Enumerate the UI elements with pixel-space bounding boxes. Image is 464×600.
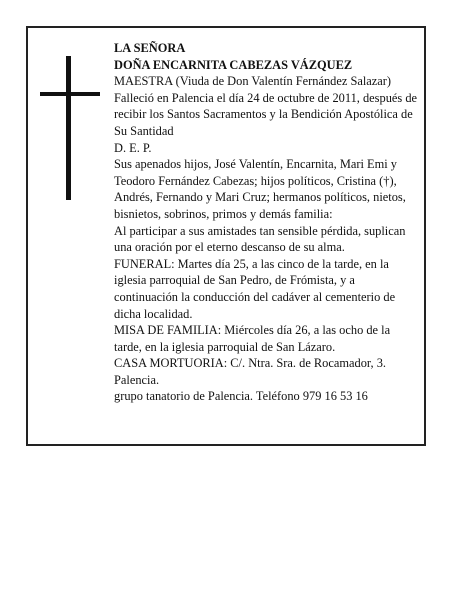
cross-vertical-bar xyxy=(66,56,71,200)
house-paragraph: CASA MORTUORIA: C/. Ntra. Sra. de Rocamador, 3. Palencia. xyxy=(114,356,387,387)
rip-line: D. E. P. xyxy=(114,140,152,155)
deceased-name: DOÑA ENCARNITA CABEZAS VÁZQUEZ xyxy=(114,57,353,72)
cross-horizontal-bar xyxy=(40,92,100,96)
death-paragraph: Falleció en Palencia el día 24 de octubre de 2011, después de recibir los Santos Sacramentos y la Bendición Apostólica de Su Santidad xyxy=(114,90,418,138)
family-mass-paragraph: MISA DE FAMILIA: Miércoles día 26, a las ocho de la tarde, en la iglesia parroquial de San Lázaro. xyxy=(114,323,391,354)
obituary-notice xyxy=(26,26,426,446)
funeral-paragraph: FUNERAL: Martes día 25, a las cinco de la tarde, en la iglesia parroquial de San Pedro, de Frómista, y a continuación la conducción del cadáver al cementerio de dicha localidad. xyxy=(114,256,396,321)
title-line-1: LA SEÑORA xyxy=(114,41,186,55)
footer-line: grupo tanatorio de Palencia. Teléfono 979 16 53 16 xyxy=(114,389,368,404)
profession: MAESTRA (Viuda de Don Valentín Fernández Salazar) xyxy=(114,74,392,89)
request-paragraph: Al participar a sus amistades tan sensible pérdida, suplican una oración por el eterno descanso de su alma. xyxy=(114,223,406,255)
notice-text xyxy=(114,40,420,405)
cross-icon xyxy=(40,56,100,200)
family-paragraph: Sus apenados hijos, José Valentín, Encarnita, Mari Emi y Teodoro Fernández Cabezas; hijos políticos, Cristina (†), Andrés, Fernando y Mari Cruz; hermanos políticos, nietos, bisnietos, sobrinos, primos y demás familia: xyxy=(114,157,406,221)
